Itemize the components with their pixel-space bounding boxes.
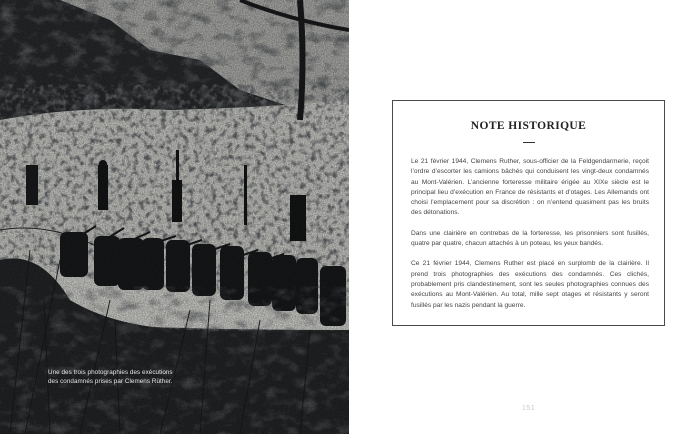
caption-line: des condamnés prises par Clemens Rüther. (48, 378, 173, 385)
note-paragraph: Dans une clairière en contrebas de la forteresse, les prisonniers sont fusillés, quatre par quatre, chacun attachés à un poteau, les yeux bandés. (411, 229, 649, 248)
caption-line: Une des trois photographies des exécutions (48, 369, 173, 376)
note-paragraph: Le 21 février 1944, Clemens Ruther, sous-officier de la Feldgendarmerie, reçoit l’ordre d’escorter les camions bâchés qui conduisent les vingt-deux condamnés au Mont-Valérien. L’ancienne forteresse militaire érigée au XIXe siècle est le principal lieu d’exécution en France de résistants et d’otages. Les Allemands ont choisi l’emplacement pour sa discrétion : on n’entend quasiment pas les bruits des détonations. (411, 158, 649, 217)
photo-caption (48, 368, 188, 386)
note-title: NOTE HISTORIQUE (470, 120, 587, 132)
text-page (349, 0, 700, 434)
execution-photograph (0, 0, 349, 434)
historical-note-box (392, 100, 665, 326)
page-number: 151 (522, 405, 536, 412)
note-body (411, 157, 649, 321)
title-divider (523, 142, 535, 143)
note-paragraph: Ce 21 février 1944, Clemens Ruther est placé en surplomb de la clairière. Il prend trois photographies des exécutions des condamnés. Ces clichés, probablement pris clandestinement, sont les seules photographies connues des exécutions au Mont-Valérien. Au total, mille sept otages et résistants y seront fusillés par les nazis pendant la guerre. (411, 260, 649, 309)
